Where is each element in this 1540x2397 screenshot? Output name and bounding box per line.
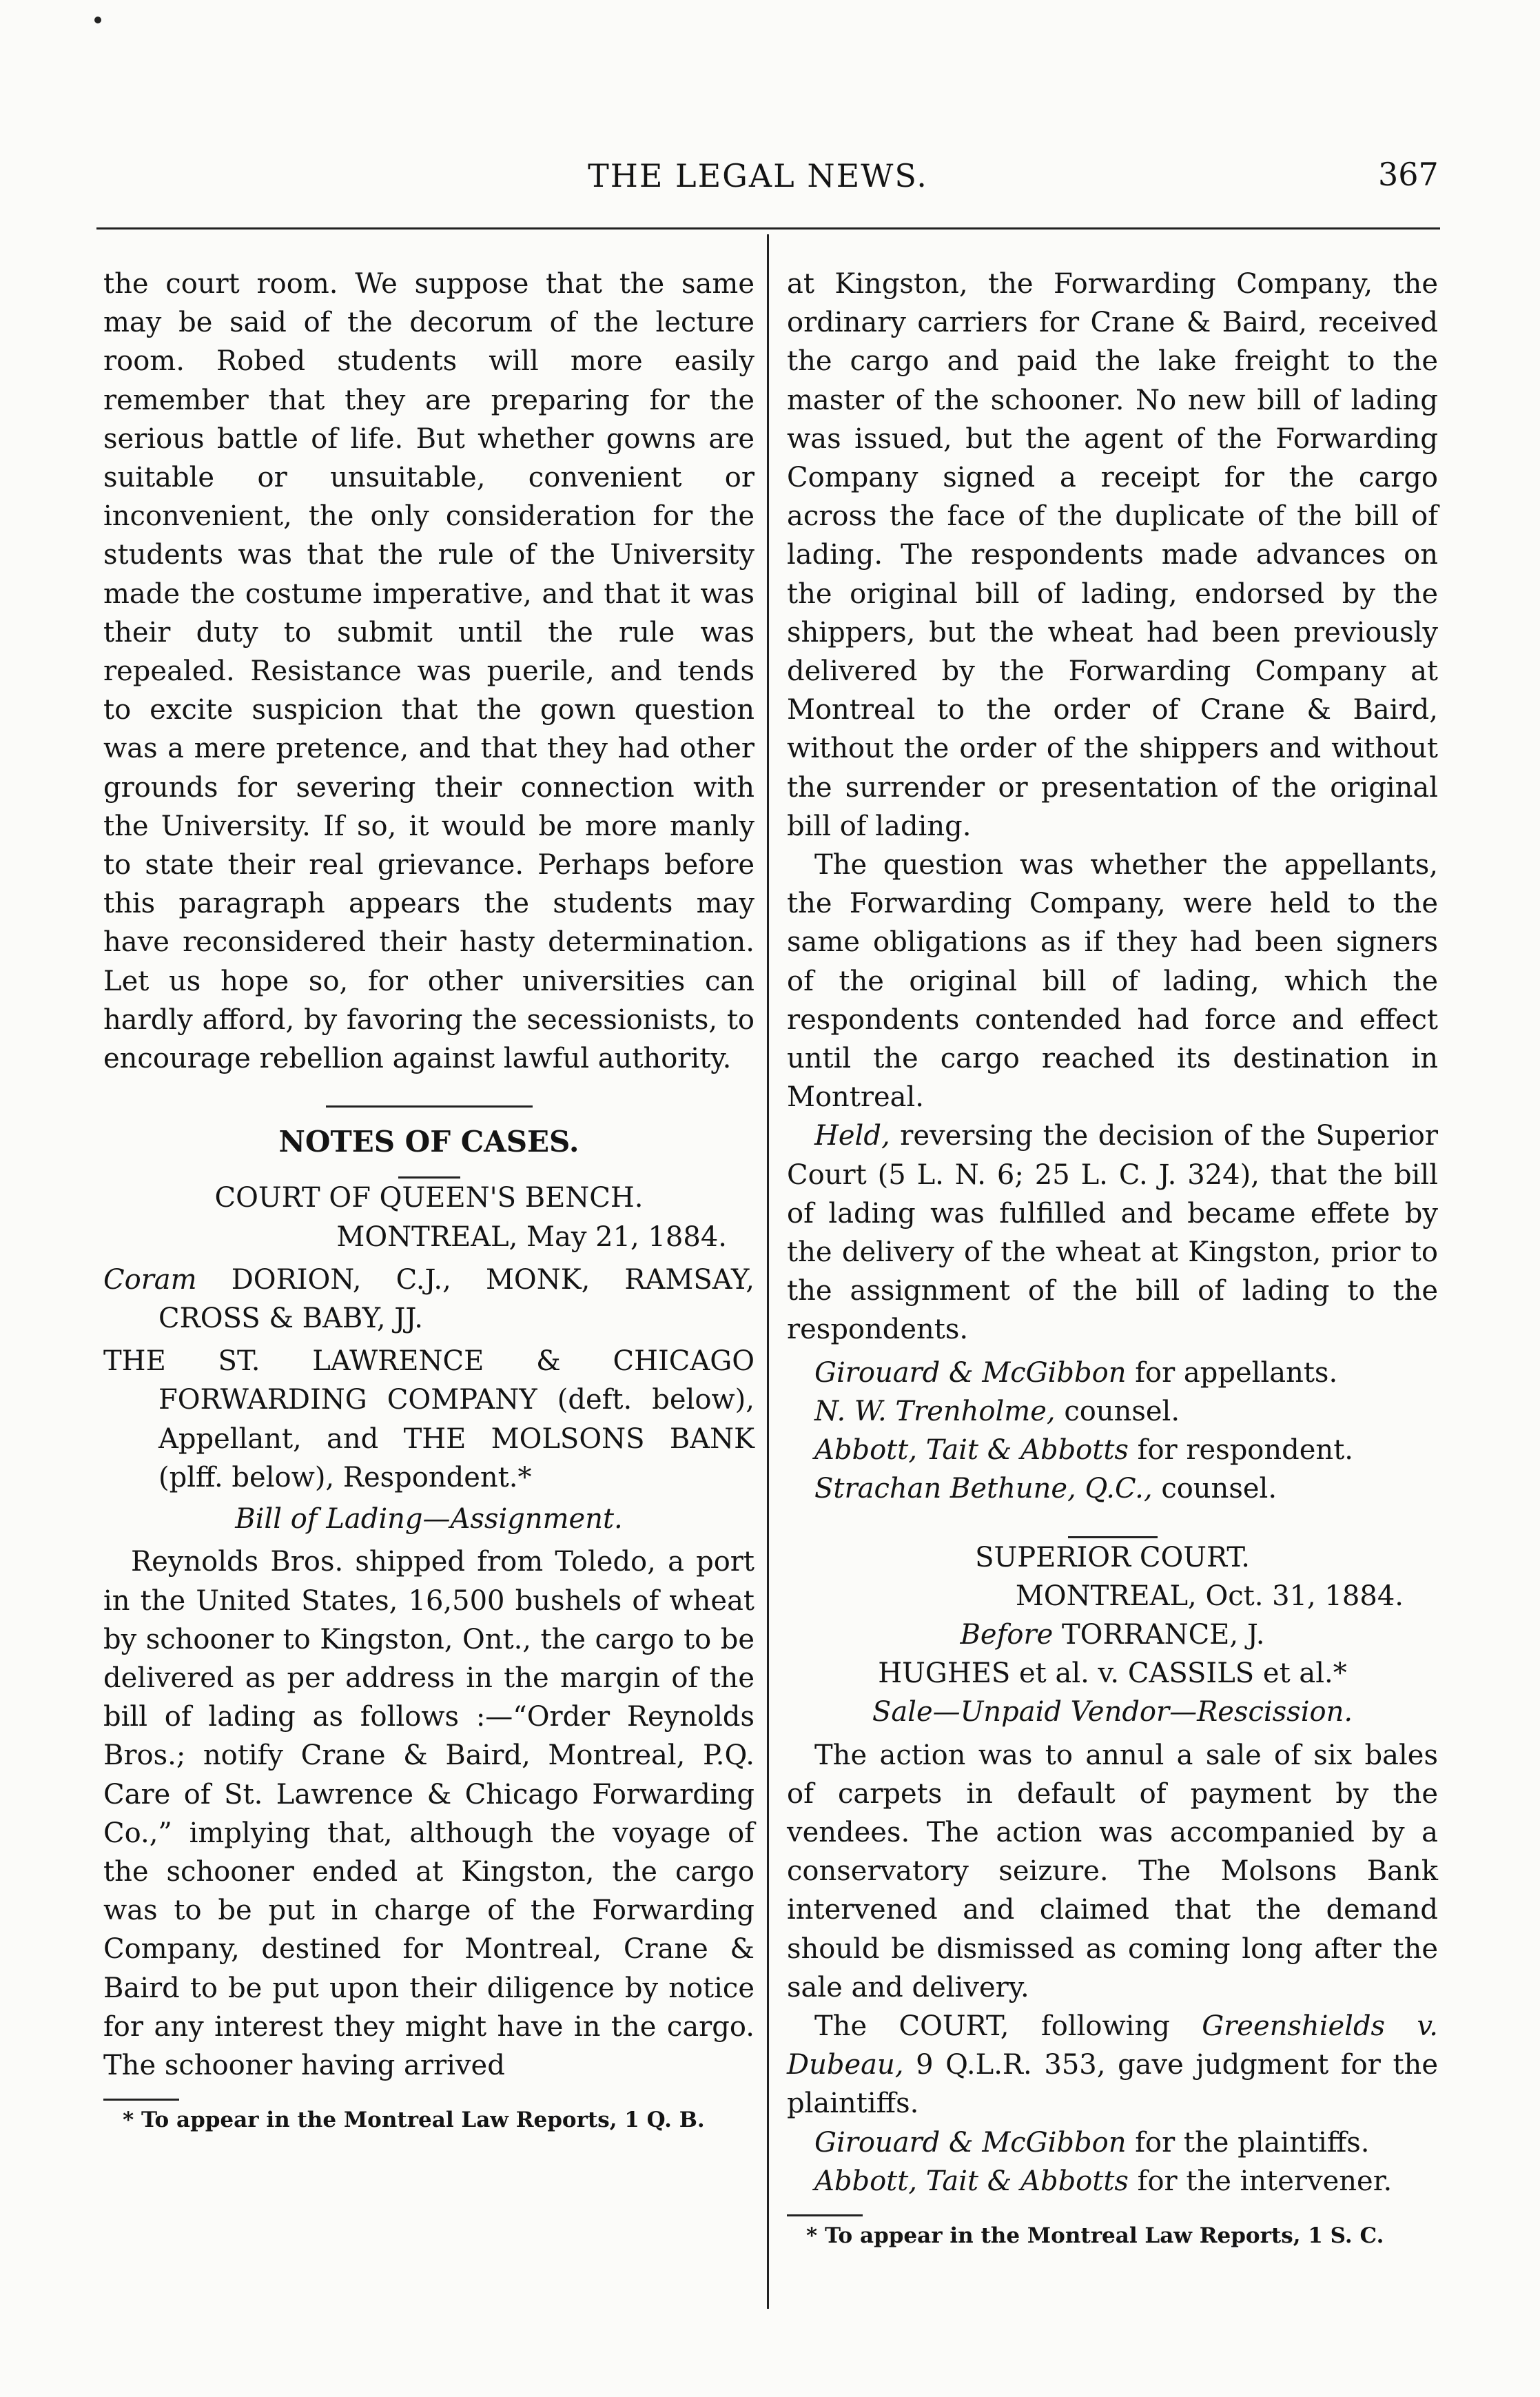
judgment-paragraph: The COURT, following Greenshields v. Dubeau, 9 Q.L.R. 353, gave judgment for the plaintiffs.	[787, 2010, 1439, 2120]
case-subject: Bill of Lading—Assignment.	[235, 1503, 623, 1536]
coram-label: Coram	[103, 1263, 197, 1296]
dateline: MONTREAL, May 21, 1884.	[336, 1221, 727, 1253]
footnote-rule	[787, 2214, 863, 2216]
counsel-line: N. W. Trenholme, counsel.	[814, 1395, 1180, 1427]
held-text: reversing the decision of the Superior Court (5 L. N. 6; 25 L. C. J. 324), that the bill of lading was fulfilled and became effete by the delivery of the wheat at Kingston, prior to the assignment of the bill of lading to the respondents.	[787, 1120, 1438, 1346]
before-label: Before	[960, 1618, 1054, 1651]
right-column	[787, 265, 1438, 2250]
coram-line	[103, 1261, 754, 1338]
judges: DORION, C.J., MONK, RAMSAY, CROSS & BABY, JJ.	[158, 1263, 754, 1335]
running-header-title: THE LEGAL NEWS.	[588, 157, 928, 194]
counsel-line: Strachan Bethune, Q.C., counsel.	[814, 1473, 1277, 1505]
before-line	[787, 1615, 1438, 1654]
page-number: 367	[1378, 156, 1439, 193]
cited-case: Greenshields v. Dubeau,	[787, 2010, 1439, 2081]
counsel-line: Abbott, Tait & Abbotts for the intervener.	[814, 2165, 1393, 2197]
column-divider	[767, 234, 769, 2309]
action-paragraph: The action was to annul a sale of six bales of carpets in default of payment by the vendees. The action was accompanied by a conservatory seizure. The Molsons Bank intervened and claimed that the demand should be dismissed as coming long after the sale and delivery.	[787, 1739, 1438, 2003]
ink-speck	[94, 17, 101, 23]
question-paragraph: The question was whether the appellants, the Forwarding Company, were held to the same obligations as if they had been signers of the original bill of lading, which the respondents contended had force and effect until the cargo reached its destination in Montreal.	[787, 849, 1438, 1114]
judge: TORRANCE, J.	[1061, 1618, 1265, 1651]
held-paragraph	[787, 1116, 1438, 1349]
counsel-line: Girouard & McGibbon for appellants.	[814, 1356, 1338, 1389]
counsel-line: Girouard & McGibbon for the plaintiffs.	[814, 2126, 1370, 2159]
case-facts-paragraph: Reynolds Bros. shipped from Toledo, a port in the United States, 16,500 bushels of wheat by schooner to Kingston, Ont., the cargo to be delivered as per address in the margin of the bill of lading as follows :—“Order Reynolds Bros.; notify Crane & Baird, Montreal, P.Q. Care of St. Lawrence & Chicago Forwarding Co.,” implying that, although the voyage of the schooner ended at Kingston, the cargo was to be put in charge of the Forwarding Company, destined for Montreal, Crane & Baird to be put upon their diligence by notice for any interest they might have in the cargo. The schooner having arrived	[103, 1546, 754, 2081]
held-label: Held,	[814, 1120, 890, 1152]
case-parties: THE ST. LAWRENCE & CHICAGO FORWARDING COMPANY (deft. below), Appellant, and THE MOLSONS BANK (plff. below), Respondent.*	[103, 1345, 754, 1493]
court-heading: SUPERIOR COURT.	[975, 1541, 1250, 1573]
left-column	[103, 265, 754, 2134]
case-parties: HUGHES et al. v. CASSILS et al.*	[878, 1658, 1347, 1690]
section-heading: NOTES OF CASES.	[278, 1125, 579, 1159]
footnote: * To appear in the Montreal Law Reports, 1 S. C.	[806, 2223, 1384, 2248]
footnote-rule	[103, 2099, 179, 2101]
court-heading: COURT OF QUEEN'S BENCH.	[214, 1182, 644, 1214]
header-rule	[96, 227, 1440, 229]
counsel-line: Abbott, Tait & Abbotts for respondent.	[814, 1434, 1353, 1467]
case-subject: Sale—Unpaid Vendor—Rescission.	[872, 1696, 1353, 1728]
footnote: * To appear in the Montreal Law Reports, 1 Q. B.	[123, 2108, 705, 2133]
editorial-paragraph: the court room. We suppose that the same may be said of the decorum of the lecture room. Robed students will more easily remember that they are preparing for the serious battle of life. But whether gowns are suitable or unsuitable, convenient or inconvenient, the only consideration for the students was that the rule of the University made the costume imperative, and that it was their duty to submit until the rule was repealed. Resistance was puerile, and tends to excite suspicion that the gown question was a mere pretence, and that they had other grounds for severing their connection with the University. If so, it would be more manly to state their real grievance. Perhaps before this paragraph appears the students may have reconsidered their hasty determination. Let us hope so, for other universities can hardly afford, by favoring the secessionists, to encourage rebellion against lawful authority.	[103, 268, 754, 1075]
case-facts-continued: at Kingston, the Forwarding Company, the ordinary carriers for Crane & Baird, received the cargo and paid the lake freight to the master of the schooner. No new bill of lading was issued, but the agent of the Forwarding Company signed a receipt for the cargo across the face of the duplicate of the bill of lading. The respondents made advances on the original bill of lading, endorsed by the shippers, but the wheat had been previously delivered by the Forwarding Company at Montreal to the order of Crane & Baird, without the order of the shippers and without the surrender or presentation of the original bill of lading.	[787, 268, 1438, 842]
dateline: MONTREAL, Oct. 31, 1884.	[1015, 1580, 1404, 1612]
